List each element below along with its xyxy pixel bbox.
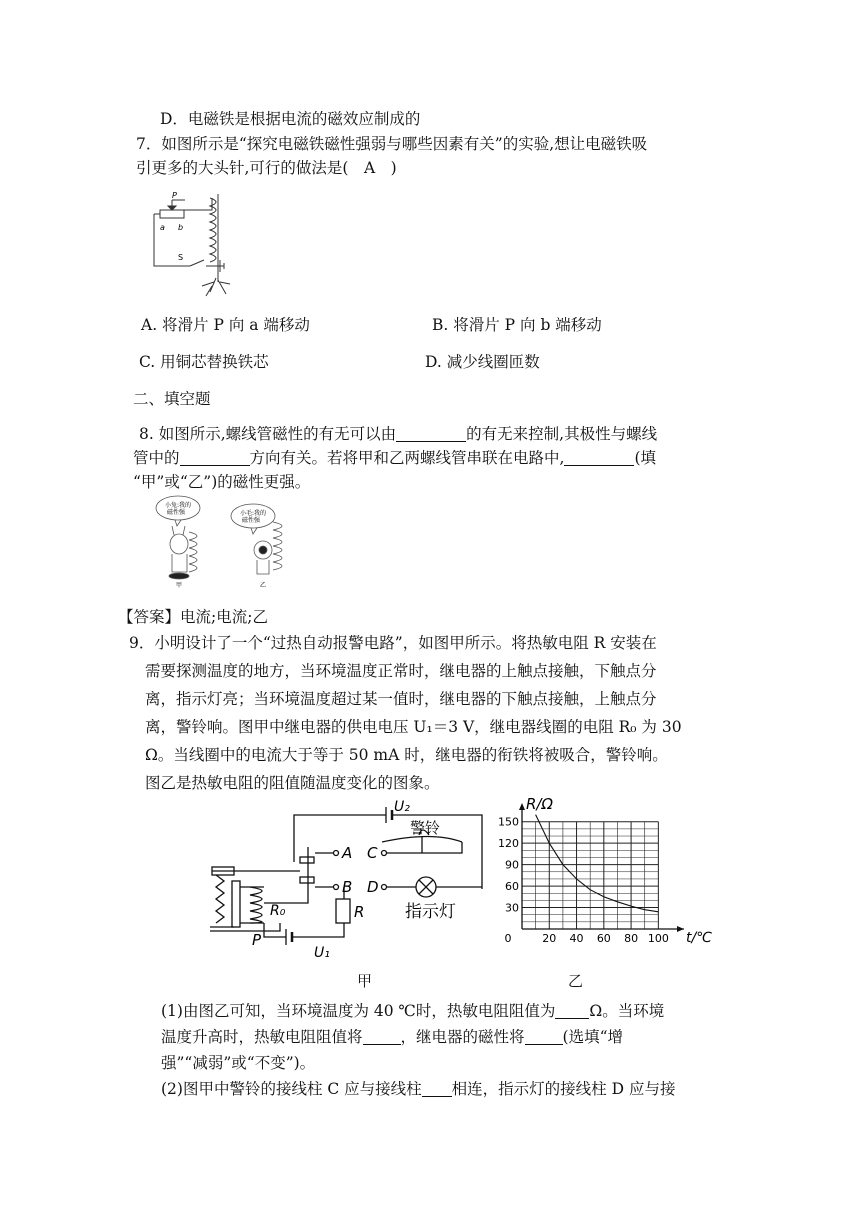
- q9-blank-resistance[interactable]: [555, 1002, 589, 1019]
- q6-option-d: D．电磁铁是根据电流的磁效应制成的: [160, 110, 421, 128]
- q9-sub1-line3: 强”“减弱”或“不变”)。: [161, 1054, 316, 1072]
- thermistor-resistance-chart: [494, 795, 712, 955]
- label-a: A: [342, 844, 353, 862]
- relay-circuit-figure: [204, 795, 494, 965]
- q7-electromagnet-figure: [140, 186, 250, 298]
- label-d: D: [367, 878, 379, 896]
- label-bell: 警铃: [410, 819, 441, 837]
- q9-line6: 图乙是热敏电阻的阻值随温度变化的图象。: [145, 774, 440, 792]
- y-tick-label: 120: [498, 837, 519, 851]
- q7-option-a: A. 将滑片 P 向 a 端移动: [141, 316, 310, 334]
- resistance-curve: [536, 815, 659, 912]
- y-tick-label: 150: [498, 815, 519, 829]
- q9-caption-right: 乙: [568, 972, 584, 990]
- y-axis-arrow: [519, 803, 525, 810]
- x-tick-label: 80: [624, 932, 639, 945]
- label-r: R: [354, 903, 365, 921]
- section-title-fill-in: 二、填空题: [133, 390, 211, 408]
- fig-label-b: b: [178, 223, 184, 232]
- label-p: P: [252, 931, 262, 949]
- y-axis-label: R/Ω: [526, 795, 553, 813]
- bubble-left-line1: 小兔:我的: [165, 502, 192, 509]
- bubble-right-line1: 小毛:我的: [240, 510, 267, 517]
- q8-solenoid-figure: [145, 494, 315, 590]
- label-lamp: 指示灯: [405, 902, 456, 922]
- q9-line3: 离，指示灯亮；当环境温度超过某一值时，继电器的下触点接触，上触点分: [145, 690, 657, 708]
- bubble-left-line2: 磁性强: [167, 509, 186, 516]
- q9-line2: 需要探测温度的地方，当环境温度正常时，继电器的上触点接触，下触点分: [145, 662, 657, 680]
- q8-answer: 【答案】电流;电流;乙: [118, 608, 268, 626]
- q8-blank-3[interactable]: [564, 449, 634, 466]
- q7-stem-line2: 引更多的大头针,可行的做法是( A ): [136, 159, 397, 177]
- q8-line2: 管中的 方向有关。若将甲和乙两螺线管串联在电路中, (填: [133, 449, 657, 467]
- label-r0: R₀: [270, 903, 286, 919]
- x-tick-label: 100: [647, 932, 669, 945]
- q9-sub1-line2: 温度升高时，热敏电阻阻值将 ，继电器的磁性将 (选填“增: [161, 1028, 624, 1046]
- q8-line3: “甲”或“乙”)的磁性更强。: [133, 473, 311, 491]
- q9-sub1-line1: (1)由图乙可知，当环境温度为 40 ℃时，热敏电阻阻值为 Ω。当环境: [161, 1002, 665, 1020]
- fig-label-a: a: [160, 223, 165, 232]
- fig-label-p: P: [172, 191, 177, 200]
- bubble-right-line2: 磁性强: [242, 517, 261, 524]
- label-b: B: [342, 878, 353, 896]
- label-u2: U₂: [394, 799, 410, 815]
- label-c: C: [367, 844, 378, 862]
- x-tick-label: 0: [504, 932, 512, 945]
- q7-option-d: D. 减少线圈匝数: [425, 353, 540, 371]
- q9-line4: 离，警铃响。图甲中继电器的供电电压 U₁＝3 V，继电器线圈的电阻 R₀ 为 30: [145, 718, 682, 736]
- y-tick-label: 90: [505, 858, 519, 872]
- y-tick-label: 30: [505, 901, 519, 915]
- y-tick-label: 60: [505, 880, 519, 894]
- q8-line1: 8. 如图所示,螺线管磁性的有无可以由 的有无来控制,其极性与螺线: [139, 425, 658, 443]
- q9-blank-terminal-c[interactable]: [422, 1080, 452, 1097]
- q9-sub2-line1: (2)图甲中警铃的接线柱 C 应与接线柱 相连，指示灯的接线柱 D 应与接: [161, 1080, 676, 1098]
- q8-blank-1[interactable]: [396, 425, 466, 442]
- q8-caption-right: 乙: [260, 582, 267, 589]
- q9-line5: Ω。当线圈中的电流大于等于 50 mA 时，继电器的衔铁将被吸合，警铃响。: [145, 746, 668, 764]
- x-axis-label: t/℃: [686, 930, 712, 946]
- x-tick-label: 20: [542, 932, 557, 945]
- q7-option-c: C. 用铜芯替换铁芯: [139, 353, 269, 371]
- q8-blank-2[interactable]: [180, 449, 250, 466]
- q7-option-b: B. 将滑片 P 向 b 端移动: [432, 316, 602, 334]
- x-tick-label: 60: [596, 932, 611, 945]
- q8-caption-left: 甲: [176, 582, 183, 589]
- q9-caption-left: 甲: [357, 972, 373, 990]
- q9-blank-resistance-change[interactable]: [363, 1028, 401, 1045]
- q9-line1: 9．小明设计了一个“过热自动报警电路”，如图甲所示。将热敏电阻 R 安装在: [129, 634, 657, 652]
- q9-blank-magnetism-change[interactable]: [525, 1028, 563, 1045]
- q7-stem-line1: 7．如图所示是“探究电磁铁磁性强弱与哪些因素有关”的实验,想让电磁铁吸: [136, 135, 648, 153]
- x-axis-arrow: [677, 926, 684, 932]
- fig-label-s: S: [178, 253, 184, 262]
- label-u1: U₁: [314, 945, 330, 961]
- x-tick-label: 40: [569, 932, 584, 945]
